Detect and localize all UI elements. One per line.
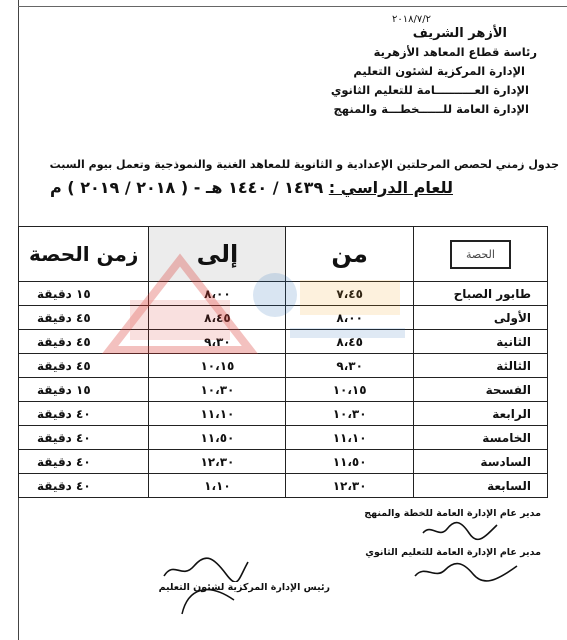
period-to: ١،١٠ [149, 474, 286, 498]
header-from: من [286, 227, 413, 282]
header-to: إلى [149, 227, 286, 282]
period-from: ٨،٤٥ [286, 330, 413, 354]
table-row [19, 474, 548, 498]
period-name: الفسحة [413, 378, 547, 402]
period-duration: ٤٠ دقيقة [19, 450, 149, 474]
watermark-logo-icon [90, 240, 410, 360]
period-to: ٩،٣٠ [149, 330, 286, 354]
period-name: الثانية [413, 330, 547, 354]
secondary-director-title: مدير عام الإدارة العامة للتعليم الثانوي [365, 547, 541, 558]
academic-year-line [50, 178, 453, 197]
period-to: ١٢،٣٠ [149, 450, 286, 474]
stamp-icon [178, 578, 238, 618]
period-name: السادسة [413, 450, 547, 474]
letterhead-line-4: الإدارة العــــــــــامة للتعليم الثانوي [330, 83, 529, 97]
plan-director-title: مدير عام الإدارة العامة للخطة والمنهج [364, 508, 541, 519]
academic-year-label: للعام الدراسي : [328, 178, 453, 197]
period-from: ٩،٣٠ [286, 354, 413, 378]
period-duration: ٤٥ دقيقة [19, 306, 149, 330]
period-from: ١١،١٠ [286, 426, 413, 450]
period-duration: ٤٠ دقيقة [19, 426, 149, 450]
academic-year-values: ١٤٣٩ / ١٤٤٠ هـ - ( ٢٠١٨ / ٢٠١٩ ) م [50, 178, 324, 197]
period-name: الأولى [413, 306, 547, 330]
period-duration: ٤٠ دقيقة [19, 474, 149, 498]
period-from: ١٢،٣٠ [286, 474, 413, 498]
signature-scribble-icon [411, 558, 521, 584]
period-duration: ١٥ دقيقة [19, 378, 149, 402]
period-name: الخامسة [413, 426, 547, 450]
period-from: ١١،٥٠ [286, 450, 413, 474]
period-to: ١١،٥٠ [149, 426, 286, 450]
period-to: ١١،١٠ [149, 402, 286, 426]
reference-number: ٢٠١٨/٧/٢ [392, 14, 431, 25]
period-to: ٨،٤٥ [149, 306, 286, 330]
period-duration: ١٥ دقيقة [19, 282, 149, 306]
period-name: السابعة [413, 474, 547, 498]
period-name: طابور الصباح [413, 282, 547, 306]
central-head-title: رئيس الإدارة المركزية لشئون التعليم [158, 582, 330, 593]
schedule-title: جدول زمني لحصص المرحلتين الإعدادية و الثانوية للمعاهد الغنية والنموذجية وتعمل بيوم السبت [49, 158, 559, 171]
letterhead-line-5: الإدارة العامة للــــــخطـــة والمنهج [333, 102, 529, 116]
table-row [19, 378, 548, 402]
page-border-top [18, 6, 567, 7]
letterhead-line-3: الإدارة المركزية لشئون التعليم [353, 64, 525, 78]
period-name: الرابعة [413, 402, 547, 426]
period-to: ١٠،١٥ [149, 354, 286, 378]
period-duration: ٤٥ دقيقة [19, 330, 149, 354]
period-duration: ٤٠ دقيقة [19, 402, 149, 426]
letterhead-line-2: رئاسة قطاع المعاهد الأزهرية [373, 45, 537, 59]
period-name: الثالثة [413, 354, 547, 378]
period-to: ١٠،٣٠ [149, 378, 286, 402]
header-duration: زمن الحصة [19, 227, 149, 282]
signature-scribble-icon [421, 519, 501, 541]
table-row [19, 402, 548, 426]
period-from: ١٠،١٥ [286, 378, 413, 402]
letterhead [267, 24, 547, 119]
period-from: ٧،٤٥ [286, 282, 413, 306]
header-period: الحصة [413, 227, 547, 282]
letterhead-line-1: الأزهر الشريف [412, 26, 507, 41]
table-row [19, 426, 548, 450]
table-row [19, 450, 548, 474]
period-to: ٨،٠٠ [149, 282, 286, 306]
period-from: ١٠،٣٠ [286, 402, 413, 426]
period-from: ٨،٠٠ [286, 306, 413, 330]
period-duration: ٤٥ دقيقة [19, 354, 149, 378]
